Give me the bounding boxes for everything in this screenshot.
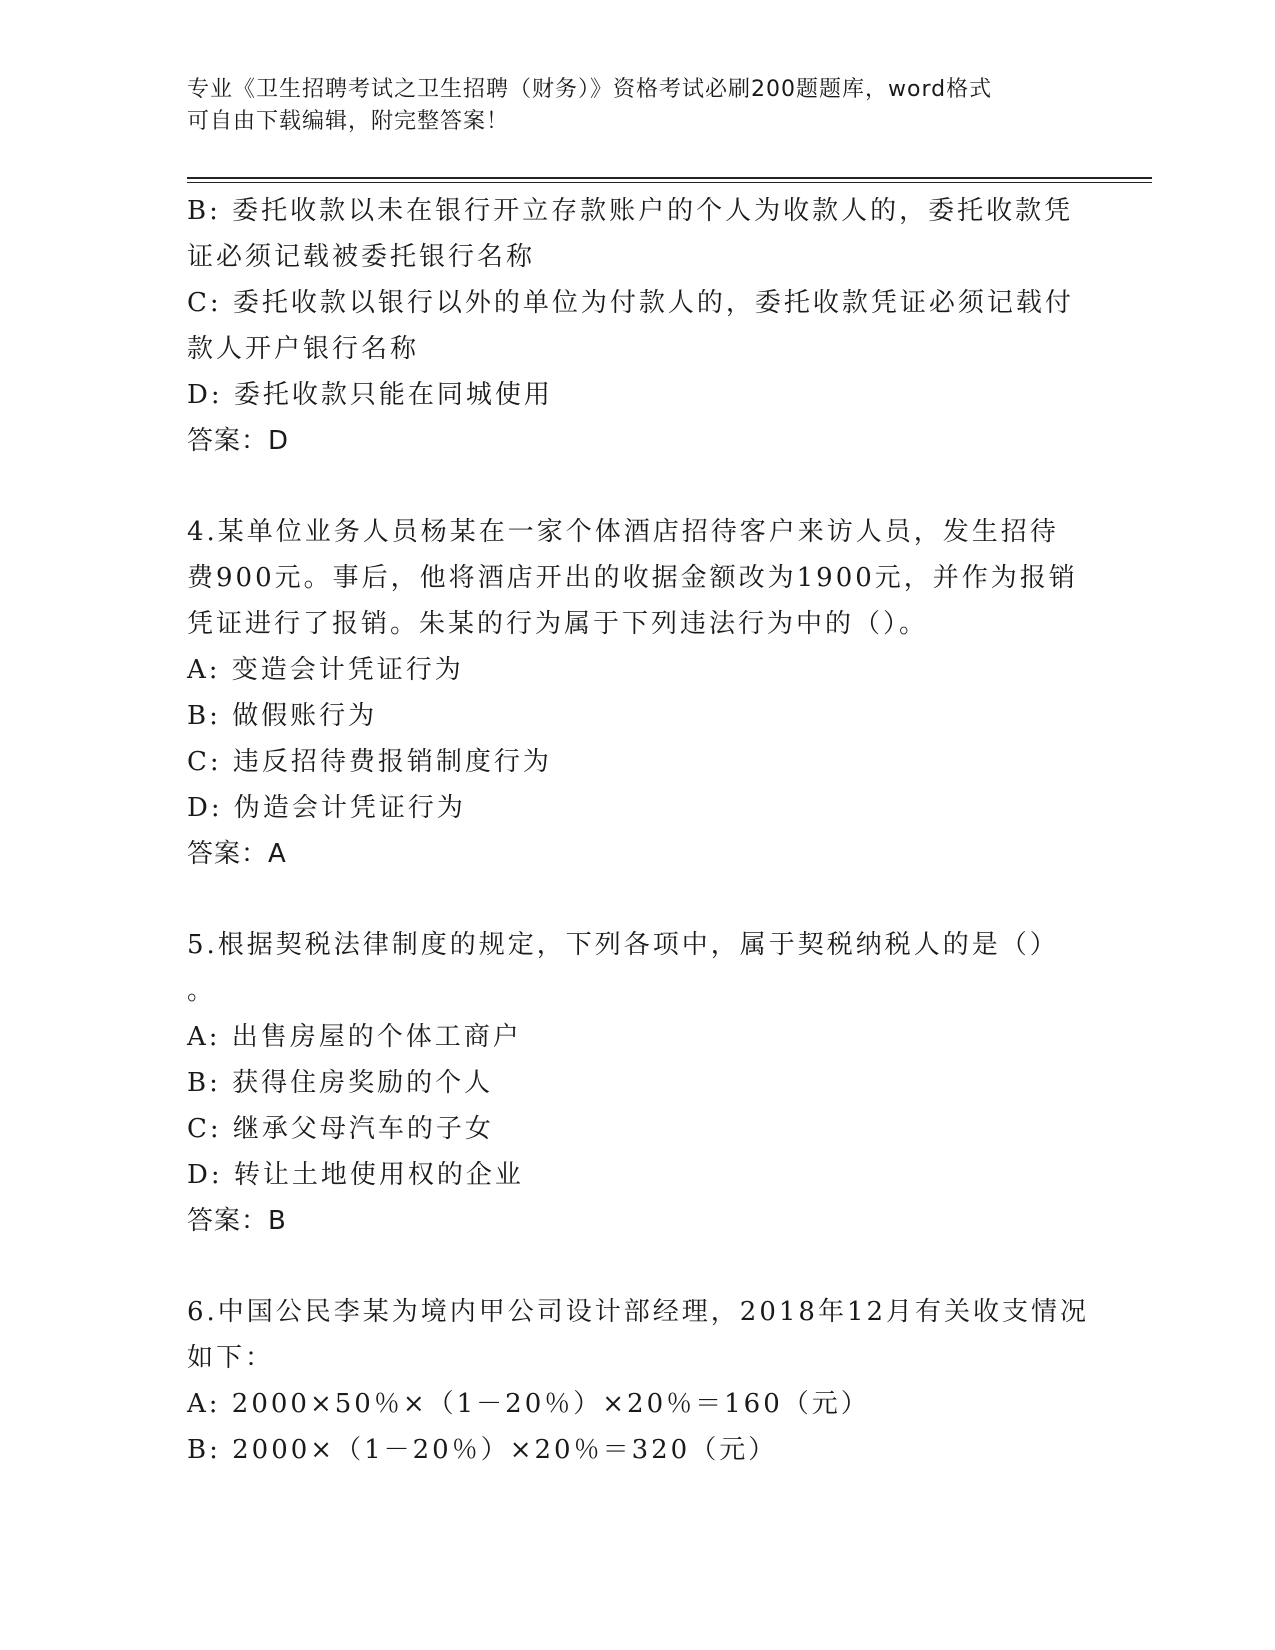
q6-stem-line-2: 如下： [187,1343,275,1373]
spacer [187,1244,1087,1289]
q3-answer: 答案：D [187,426,290,456]
q6-stem-line-1: 6.中国公民李某为境内甲公司设计部经理，2018年12月有关收支情况 [187,1297,1090,1327]
q5-option-c: C: 继承父母汽车的子女 [187,1114,494,1144]
question-6-block [187,1289,1090,1473]
header-divider-thin [187,182,1152,183]
q6-option-a: A: 2000×50％×（1－20％）×20％＝160（元） [187,1389,870,1419]
q5-option-d: D: 转让土地使用权的企业 [187,1160,524,1190]
header-line-1: 专业《卫生招聘考试之卫生招聘（财务）》资格考试必刷200题题库，word格式 [187,77,993,102]
q5-option-b: B: 获得住房奖励的个人 [187,1068,494,1098]
q3-option-d: D: 委托收款只能在同城使用 [187,380,553,410]
q4-option-b: B: 做假账行为 [187,701,378,731]
header-divider-thick [187,177,1152,179]
q3-option-c-line-1: C: 委托收款以银行以外的单位为付款人的，委托收款凭证必须记载付 [187,288,1074,318]
question-5-block [187,922,1087,1244]
q3-option-c-line-2: 款人开户银行名称 [187,334,420,364]
q4-stem-line-2: 费900元。事后，他将酒店开出的收据金额改为1900元，并作为报销 [187,563,1078,593]
q5-stem-line-2: 。 [187,976,217,1006]
question-content [187,188,1090,1473]
q5-answer: 答案：B [187,1206,287,1236]
q4-option-d: D: 伪造会计凭证行为 [187,793,466,823]
q3-option-b-line-1: B: 委托收款以未在银行开立存款账户的个人为收款人的，委托收款凭 [187,196,1074,226]
spacer [187,877,1087,922]
q6-option-b: B: 2000×（1－20％）×20％＝320（元） [187,1435,778,1465]
q5-option-a: A: 出售房屋的个体工商户 [187,1022,522,1052]
q4-stem-line-3: 凭证进行了报销。朱某的行为属于下列违法行为中的（）。 [187,609,929,639]
question-3-block [187,188,1087,464]
q4-stem-line-1: 4.某单位业务人员杨某在一家个体酒店招待客户来访人员，发生招待 [187,517,1059,547]
header-line-2: 可自由下载编辑，附完整答案！ [187,109,510,134]
spacer [187,464,1087,509]
question-4-block [187,509,1087,877]
q5-stem-line-1: 5.根据契税法律制度的规定，下列各项中，属于契税纳税人的是（） [187,930,1059,960]
q3-option-b-line-2: 证必须记载被委托银行名称 [187,242,536,272]
q4-option-c: C: 违反招待费报销制度行为 [187,747,552,777]
q4-option-a: A: 变造会计凭证行为 [187,655,464,685]
q4-answer: 答案：A [187,839,287,869]
document-header [187,74,1087,138]
